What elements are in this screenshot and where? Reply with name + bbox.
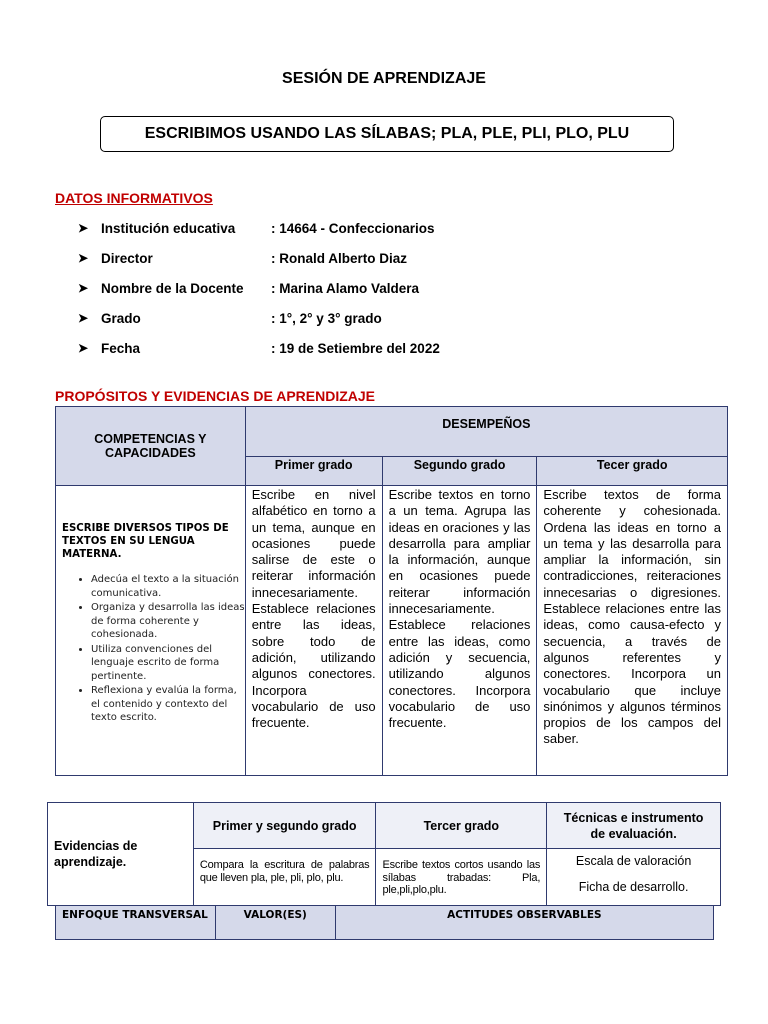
arrow-bullet-icon: ➤ xyxy=(78,341,89,355)
arrow-bullet-icon: ➤ xyxy=(78,251,89,265)
evidencias-table xyxy=(47,802,721,906)
capacidad-item: • Utiliza convenciones del lenguaje escrito de forma pertinente. xyxy=(91,643,245,684)
document-title: SESIÓN DE APRENDIZAJE xyxy=(282,70,486,87)
info-value: : Marina Alamo Valdera xyxy=(271,280,420,296)
capacidades-list xyxy=(56,573,245,725)
session-title-box xyxy=(100,116,674,152)
competencia-cell xyxy=(56,486,246,776)
info-row-fecha xyxy=(78,338,440,358)
session-title: ESCRIBIMOS USANDO LAS SÍLABAS; PLA, PLE, PLI, PLO, PLU xyxy=(144,125,630,142)
desempeno-segundo-grado: Escribe textos en torno a un tema. Agrupa las ideas en oraciones y las desarrolla para ampliar la información, aunque en ocasiones puede reiterar información innecesariamente. Establece relaciones entre las ideas, como adición y secuencia, utilizando algunos conectores. Incorpora vocabulario de uso frecuente. xyxy=(382,486,537,776)
arrow-bullet-icon: ➤ xyxy=(78,281,89,295)
evidencias-col-tercer: Tercer grado xyxy=(376,803,547,849)
tecnicas-cell xyxy=(547,849,721,906)
info-label: Director xyxy=(101,250,153,266)
grade-header-tercer: Tecer grado xyxy=(537,457,728,486)
tecnica-ficha: Ficha de desarrollo. xyxy=(578,880,689,894)
capacidad-item: • Adecúa el texto a la situación comunicativa. xyxy=(91,573,245,600)
info-label: Grado xyxy=(101,310,141,326)
info-label: Fecha xyxy=(101,340,141,356)
arrow-bullet-icon: ➤ xyxy=(78,311,89,325)
competencia-title: ESCRIBE DIVERSOS TIPOS DE TEXTOS EN SU LENGUA MATERNA. xyxy=(62,523,229,560)
capacidad-item: • Organiza y desarrolla las ideas de forma coherente y cohesionada. xyxy=(91,601,245,642)
info-row-grado xyxy=(78,308,382,328)
evidencia-primer-segundo: Compara la escritura de palabras que lleven pla, ple, pli, plo, plu. xyxy=(193,849,376,906)
info-label: Institución educativa xyxy=(101,220,236,236)
desempenos-header: DESEMPEÑOS xyxy=(245,407,727,457)
info-value: : 19 de Setiembre del 2022 xyxy=(271,340,440,356)
info-value: : Ronald Alberto Diaz xyxy=(271,250,408,266)
actitudes-header: ACTITUDES OBSERVABLES xyxy=(335,906,713,940)
competencias-header: COMPETENCIAS Y CAPACIDADES xyxy=(56,407,246,486)
enfoque-transversal-header: ENFOQUE TRANSVERSAL xyxy=(56,906,216,940)
grade-header-segundo: Segundo grado xyxy=(382,457,537,486)
desempeno-tercer-grado: Escribe textos de forma coherente y cohesionada. Ordena las ideas en torno a un tema y las desarrolla para ampliar la información, sin contradicciones, reiteraciones innecesarias o digresiones. Establece relaciones entre las ideas, como causa-efecto y secuencia, a través de algunos referentes y conectores. Incorpora un vocabulario que incluye sinónimos y algunos términos propios de los campos del saber. xyxy=(537,486,728,776)
info-value: : 1°, 2° y 3° grado xyxy=(271,310,382,326)
info-row-institucion xyxy=(78,218,435,238)
propositos-heading: PROPÓSITOS Y EVIDENCIAS DE APRENDIZAJE xyxy=(55,388,376,404)
enfoque-table xyxy=(55,905,714,940)
arrow-bullet-icon: ➤ xyxy=(78,221,89,235)
evidencias-col-tecnicas: Técnicas e instrumento de evaluación. xyxy=(547,803,721,849)
desempeno-primer-grado: Escribe en nivel alfabético en torno a un tema, aunque en ocasiones puede salirse de este o reiterar información innecesariamente. Establece relaciones entre las ideas, sobre todo de adición, utilizando algunos conectores. Incorpora vocabulario de uso frecuente. xyxy=(245,486,382,776)
evidencia-tercer: Escribe textos cortos usando las sílabas trabadas: Pla, ple,pli,plo,plu. xyxy=(376,849,547,906)
datos-informativos-heading: DATOS INFORMATIVOS xyxy=(55,190,213,206)
info-row-docente xyxy=(78,278,419,298)
valores-header: VALOR(ES) xyxy=(215,906,335,940)
tecnica-escala: Escala de valoración xyxy=(575,854,692,868)
evidencias-label: Evidencias de aprendizaje. xyxy=(48,803,194,906)
info-row-director xyxy=(78,248,407,268)
competencias-table xyxy=(55,406,728,776)
capacidad-item: • Reflexiona y evalúa la forma, el contenido y contexto del texto escrito. xyxy=(91,684,245,725)
grade-header-primer: Primer grado xyxy=(245,457,382,486)
evidencias-col-primer-segundo: Primer y segundo grado xyxy=(193,803,376,849)
info-value: : 14664 - Confeccionarios xyxy=(271,220,435,236)
info-label: Nombre de la Docente xyxy=(101,280,244,296)
